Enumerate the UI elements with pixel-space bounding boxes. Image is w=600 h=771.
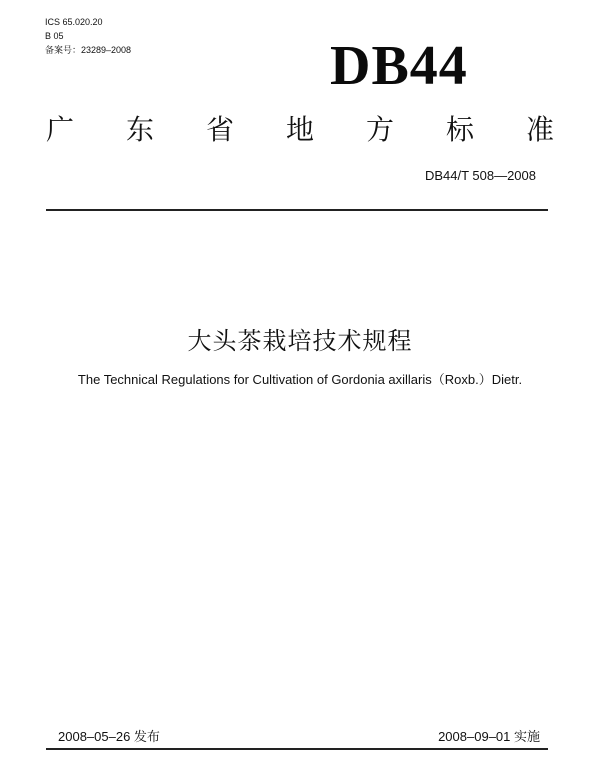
standard-type-char: 地: [285, 113, 314, 146]
bottom-divider: [46, 748, 548, 750]
ccs-code: B 05: [45, 31, 64, 41]
top-divider: [46, 209, 548, 211]
standard-type-char: 省: [205, 113, 234, 146]
filing-number: 备案号：23289–2008: [45, 45, 132, 55]
issue-date: 2008–05–26 发布: [58, 729, 160, 744]
title-chinese: 大头茶栽培技术规程: [187, 327, 413, 355]
standard-type-char: 标: [445, 113, 474, 146]
standard-logo: DB44: [330, 35, 468, 97]
standard-type-heading: [40, 110, 560, 150]
standard-type-char: 东: [125, 113, 154, 146]
implementation-date: 2008–09–01 实施: [438, 729, 540, 744]
ics-code: ICS 65.020.20: [45, 17, 103, 27]
standard-type-char: 广: [45, 113, 74, 146]
standard-type-char: 方: [365, 113, 394, 146]
standard-code: DB44/T 508—2008: [424, 168, 536, 183]
title-english: The Technical Regulations for Cultivation of Gordonia axillaris（Roxb.）Dietr.: [77, 372, 523, 387]
standard-type-char: 准: [525, 113, 554, 146]
